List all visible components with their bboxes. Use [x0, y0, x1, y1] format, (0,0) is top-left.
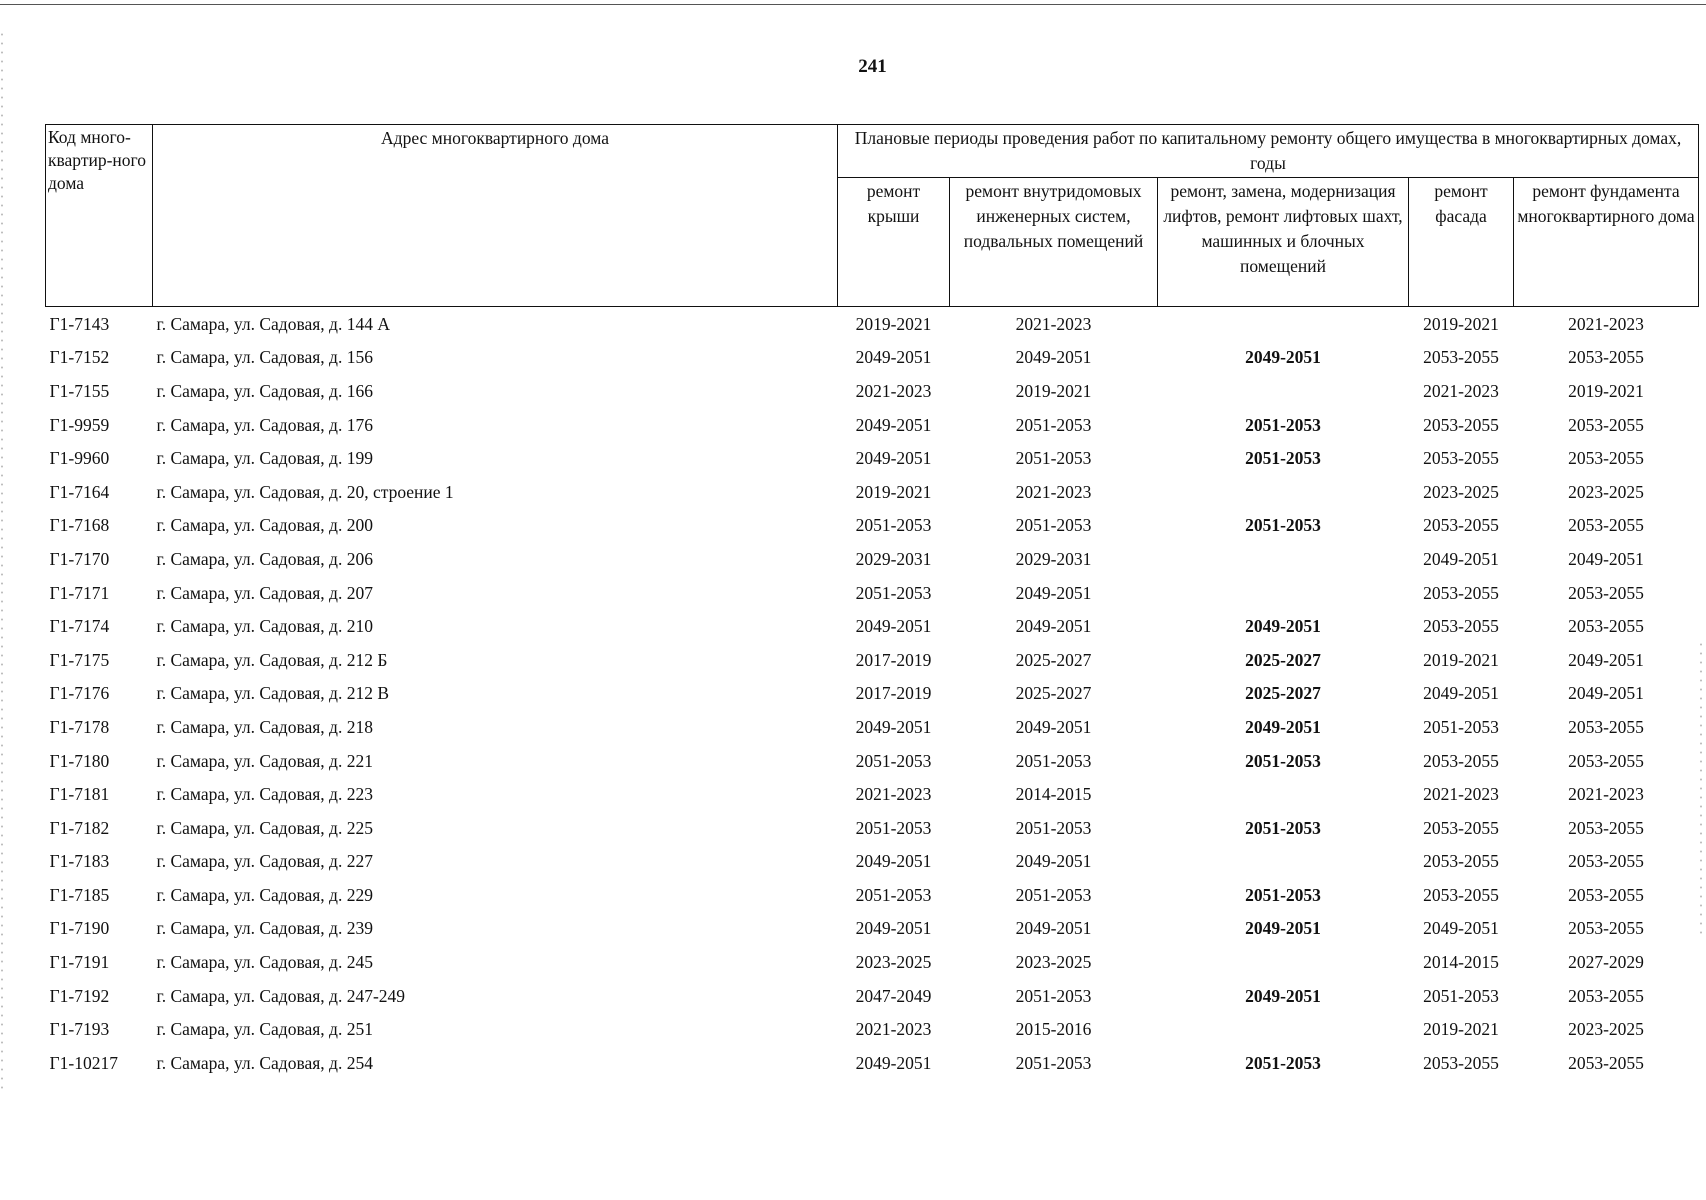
cell-code: Г1-7191 [49, 952, 110, 973]
cell-foundation: 2053-2055 [1568, 582, 1644, 603]
table-row [46, 307, 1699, 341]
cell-foundation: 2049-2051 [1568, 649, 1644, 670]
cell-elevators: 2049-2051 [1245, 918, 1321, 939]
cell-elevators: 2051-2053 [1245, 884, 1321, 905]
cell-facade: 2053-2055 [1423, 515, 1499, 536]
cell-elevators: 2051-2053 [1245, 448, 1321, 469]
cell-code: Г1-7174 [49, 616, 110, 637]
cell-facade: 2019-2021 [1423, 649, 1499, 670]
cell-foundation: 2053-2055 [1568, 750, 1644, 771]
cell-engineering: 2049-2051 [1015, 616, 1092, 637]
cell-foundation: 2049-2051 [1568, 683, 1644, 704]
cell-roof: 2021-2023 [855, 784, 932, 805]
cell-roof: 2021-2023 [855, 380, 932, 401]
top-border-line [0, 4, 1706, 5]
table-row [46, 777, 1699, 811]
cell-facade: 2051-2053 [1423, 716, 1499, 737]
cell-engineering: 2051-2053 [1015, 884, 1092, 905]
cell-code: Г1-7143 [49, 313, 110, 334]
cell-facade: 2053-2055 [1423, 448, 1499, 469]
cell-roof: 2019-2021 [855, 313, 932, 334]
table-row [46, 845, 1699, 879]
cell-elevators: 2051-2053 [1245, 1052, 1321, 1073]
cell-code: Г1-7155 [49, 380, 110, 401]
cell-elevators: 2049-2051 [1245, 985, 1321, 1006]
cell-engineering: 2049-2051 [1015, 716, 1092, 737]
cell-foundation: 2053-2055 [1568, 918, 1644, 939]
cell-foundation: 2053-2055 [1568, 347, 1644, 368]
cell-roof: 2049-2051 [855, 347, 932, 368]
cell-facade: 2019-2021 [1423, 313, 1499, 334]
table-body [46, 307, 1699, 1080]
cell-code: Г1-7152 [49, 347, 110, 368]
cell-address: г. Самара, ул. Садовая, д. 212 В [156, 683, 389, 704]
cell-address: г. Самара, ул. Садовая, д. 144 А [156, 313, 390, 334]
cell-elevators [1158, 777, 1409, 811]
cell-engineering: 2025-2027 [1015, 649, 1092, 670]
cell-engineering: 2051-2053 [1015, 817, 1092, 838]
cell-engineering: 2051-2053 [1015, 750, 1092, 771]
cell-facade: 2021-2023 [1423, 784, 1499, 805]
cell-facade: 2053-2055 [1423, 817, 1499, 838]
cell-address: г. Самара, ул. Садовая, д. 245 [156, 952, 373, 973]
table-row [46, 710, 1699, 744]
cell-roof: 2051-2053 [855, 582, 932, 603]
cell-code: Г1-7164 [49, 481, 110, 502]
cell-code: Г1-7181 [49, 784, 110, 805]
cell-roof: 2049-2051 [855, 1052, 932, 1073]
cell-address: г. Самара, ул. Садовая, д. 176 [156, 414, 373, 435]
cell-facade: 2053-2055 [1423, 414, 1499, 435]
cell-engineering: 2029-2031 [1015, 548, 1092, 569]
cell-elevators: 2025-2027 [1245, 683, 1321, 704]
cell-facade: 2014-2015 [1423, 952, 1499, 973]
cell-code: Г1-7193 [49, 1019, 110, 1040]
cell-engineering: 2049-2051 [1015, 918, 1092, 939]
cell-facade: 2049-2051 [1423, 918, 1499, 939]
cell-elevators: 2049-2051 [1245, 347, 1321, 368]
cell-foundation: 2053-2055 [1568, 515, 1644, 536]
cell-facade: 2053-2055 [1423, 750, 1499, 771]
table-row [46, 475, 1699, 509]
cell-engineering: 2021-2023 [1015, 313, 1092, 334]
scan-edge-left [0, 30, 4, 1090]
cell-foundation: 2053-2055 [1568, 851, 1644, 872]
cell-code: Г1-7185 [49, 884, 110, 905]
cell-foundation: 2019-2021 [1568, 380, 1644, 401]
cell-code: Г1-7190 [49, 918, 110, 939]
cell-elevators: 2025-2027 [1245, 649, 1321, 670]
cell-facade: 2053-2055 [1423, 616, 1499, 637]
cell-address: г. Самара, ул. Садовая, д. 210 [156, 616, 373, 637]
scan-edge-right [1699, 640, 1703, 940]
cell-facade: 2053-2055 [1423, 851, 1499, 872]
cell-foundation: 2053-2055 [1568, 414, 1644, 435]
cell-elevators [1158, 307, 1409, 341]
cell-address: г. Самара, ул. Садовая, д. 207 [156, 582, 373, 603]
table-row [46, 677, 1699, 711]
cell-engineering: 2051-2053 [1015, 448, 1092, 469]
page-number: 241 [858, 56, 887, 77]
header-roof: ремонт крыши [838, 178, 950, 307]
cell-address: г. Самара, ул. Садовая, д. 227 [156, 851, 373, 872]
cell-code: Г1-7183 [49, 851, 110, 872]
cell-elevators: 2049-2051 [1245, 616, 1321, 637]
cell-roof: 2049-2051 [855, 716, 932, 737]
cell-engineering: 2023-2025 [1015, 952, 1092, 973]
cell-engineering: 2049-2051 [1015, 851, 1092, 872]
cell-address: г. Самара, ул. Садовая, д. 206 [156, 548, 373, 569]
cell-code: Г1-9959 [49, 414, 110, 435]
cell-facade: 2021-2023 [1423, 380, 1499, 401]
cell-code: Г1-7182 [49, 817, 110, 838]
header-code: Код много-квартир-ного дома [46, 125, 153, 307]
cell-foundation: 2021-2023 [1568, 313, 1644, 334]
cell-code: Г1-7170 [49, 548, 110, 569]
cell-address: г. Самара, ул. Садовая, д. 229 [156, 884, 373, 905]
cell-address: г. Самара, ул. Садовая, д. 247-249 [156, 985, 406, 1006]
cell-foundation: 2053-2055 [1568, 716, 1644, 737]
cell-engineering: 2051-2053 [1015, 985, 1092, 1006]
cell-engineering: 2049-2051 [1015, 582, 1092, 603]
header-facade: ремонт фасада [1409, 178, 1514, 307]
table-row [46, 441, 1699, 475]
cell-elevators: 2049-2051 [1245, 716, 1321, 737]
cell-roof: 2017-2019 [855, 649, 932, 670]
cell-roof: 2049-2051 [855, 918, 932, 939]
table-row [46, 609, 1699, 643]
cell-roof: 2051-2053 [855, 750, 932, 771]
table-row [46, 408, 1699, 442]
cell-roof: 2051-2053 [855, 515, 932, 536]
cell-address: г. Самара, ул. Садовая, д. 218 [156, 716, 373, 737]
cell-elevators [1158, 576, 1409, 610]
cell-code: Г1-7178 [49, 716, 110, 737]
cell-elevators: 2051-2053 [1245, 414, 1321, 435]
cell-address: г. Самара, ул. Садовая, д. 200 [156, 515, 373, 536]
header-address: Адрес многоквартирного дома [153, 125, 838, 307]
cell-engineering: 2049-2051 [1015, 347, 1092, 368]
cell-roof: 2051-2053 [855, 817, 932, 838]
cell-foundation: 2053-2055 [1568, 448, 1644, 469]
cell-elevators [1158, 845, 1409, 879]
cell-code: Г1-7176 [49, 683, 110, 704]
cell-address: г. Самара, ул. Садовая, д. 166 [156, 380, 373, 401]
table-row [46, 542, 1699, 576]
table-row [46, 341, 1699, 375]
cell-engineering: 2019-2021 [1015, 380, 1092, 401]
cell-code: Г1-7180 [49, 750, 110, 771]
cell-roof: 2049-2051 [855, 616, 932, 637]
cell-elevators: 2051-2053 [1245, 515, 1321, 536]
cell-engineering: 2021-2023 [1015, 481, 1092, 502]
cell-code: Г1-7171 [49, 582, 110, 603]
cell-code: Г1-7192 [49, 985, 110, 1006]
table-row [46, 744, 1699, 778]
header-foundation: ремонт фундамента многоквартирного дома [1514, 178, 1699, 307]
cell-facade: 2049-2051 [1423, 548, 1499, 569]
header-engineering: ремонт внутридомовых инженерных систем, подвальных помещений [950, 178, 1158, 307]
cell-facade: 2053-2055 [1423, 884, 1499, 905]
table-row [46, 811, 1699, 845]
cell-foundation: 2053-2055 [1568, 1052, 1644, 1073]
cell-facade: 2053-2055 [1423, 347, 1499, 368]
cell-roof: 2029-2031 [855, 548, 932, 569]
cell-roof: 2021-2023 [855, 1019, 932, 1040]
cell-address: г. Самара, ул. Садовая, д. 251 [156, 1019, 373, 1040]
cell-roof: 2017-2019 [855, 683, 932, 704]
cell-elevators [1158, 542, 1409, 576]
table-row [46, 576, 1699, 610]
cell-address: г. Самара, ул. Садовая, д. 156 [156, 347, 373, 368]
cell-foundation: 2049-2051 [1568, 548, 1644, 569]
cell-address: г. Самара, ул. Садовая, д. 239 [156, 918, 373, 939]
table-row [46, 979, 1699, 1013]
table-row [46, 945, 1699, 979]
table-row [46, 912, 1699, 946]
table-row [46, 643, 1699, 677]
cell-elevators [1158, 945, 1409, 979]
cell-roof: 2049-2051 [855, 414, 932, 435]
cell-address: г. Самара, ул. Садовая, д. 221 [156, 750, 373, 771]
cell-elevators: 2051-2053 [1245, 817, 1321, 838]
cell-roof: 2051-2053 [855, 884, 932, 905]
cell-engineering: 2051-2053 [1015, 1052, 1092, 1073]
cell-elevators [1158, 475, 1409, 509]
cell-code: Г1-7175 [49, 649, 110, 670]
cell-roof: 2019-2021 [855, 481, 932, 502]
cell-address: г. Самара, ул. Садовая, д. 199 [156, 448, 373, 469]
cell-roof: 2023-2025 [855, 952, 932, 973]
cell-code: Г1-10217 [49, 1052, 118, 1073]
cell-facade: 2053-2055 [1423, 582, 1499, 603]
cell-engineering: 2025-2027 [1015, 683, 1092, 704]
cell-facade: 2023-2025 [1423, 481, 1499, 502]
cell-foundation: 2023-2025 [1568, 1019, 1644, 1040]
table-row [46, 1046, 1699, 1080]
cell-roof: 2049-2051 [855, 448, 932, 469]
table-row [46, 1012, 1699, 1046]
cell-elevators [1158, 374, 1409, 408]
cell-facade: 2051-2053 [1423, 985, 1499, 1006]
cell-foundation: 2023-2025 [1568, 481, 1644, 502]
cell-foundation: 2053-2055 [1568, 985, 1644, 1006]
cell-elevators [1158, 1012, 1409, 1046]
cell-foundation: 2027-2029 [1568, 952, 1644, 973]
cell-address: г. Самара, ул. Садовая, д. 223 [156, 784, 373, 805]
cell-foundation: 2053-2055 [1568, 817, 1644, 838]
cell-engineering: 2015-2016 [1015, 1019, 1092, 1040]
cell-facade: 2053-2055 [1423, 1052, 1499, 1073]
cell-facade: 2019-2021 [1423, 1019, 1499, 1040]
cell-address: г. Самара, ул. Садовая, д. 254 [156, 1052, 373, 1073]
capital-repair-table [45, 124, 1699, 1080]
cell-foundation: 2053-2055 [1568, 884, 1644, 905]
cell-facade: 2049-2051 [1423, 683, 1499, 704]
cell-address: г. Самара, ул. Садовая, д. 225 [156, 817, 373, 838]
cell-roof: 2049-2051 [855, 851, 932, 872]
header-row-1 [46, 125, 1699, 178]
header-periods-group: Плановые периоды проведения работ по капитальному ремонту общего имущества в многоквартирных домах, годы [838, 125, 1699, 178]
table-row [46, 878, 1699, 912]
cell-elevators: 2051-2053 [1245, 750, 1321, 771]
cell-roof: 2047-2049 [855, 985, 932, 1006]
cell-address: г. Самара, ул. Садовая, д. 20, строение 1 [156, 481, 454, 502]
cell-code: Г1-7168 [49, 515, 110, 536]
cell-engineering: 2051-2053 [1015, 515, 1092, 536]
table-row [46, 509, 1699, 543]
cell-engineering: 2051-2053 [1015, 414, 1092, 435]
header-elevators: ремонт, замена, модернизация лифтов, ремонт лифтовых шахт, машинных и блочных помещений [1158, 178, 1409, 307]
cell-foundation: 2053-2055 [1568, 616, 1644, 637]
table-header [46, 125, 1699, 307]
cell-foundation: 2021-2023 [1568, 784, 1644, 805]
cell-engineering: 2014-2015 [1015, 784, 1092, 805]
cell-address: г. Самара, ул. Садовая, д. 212 Б [156, 649, 388, 670]
table-row [46, 374, 1699, 408]
cell-code: Г1-9960 [49, 448, 110, 469]
